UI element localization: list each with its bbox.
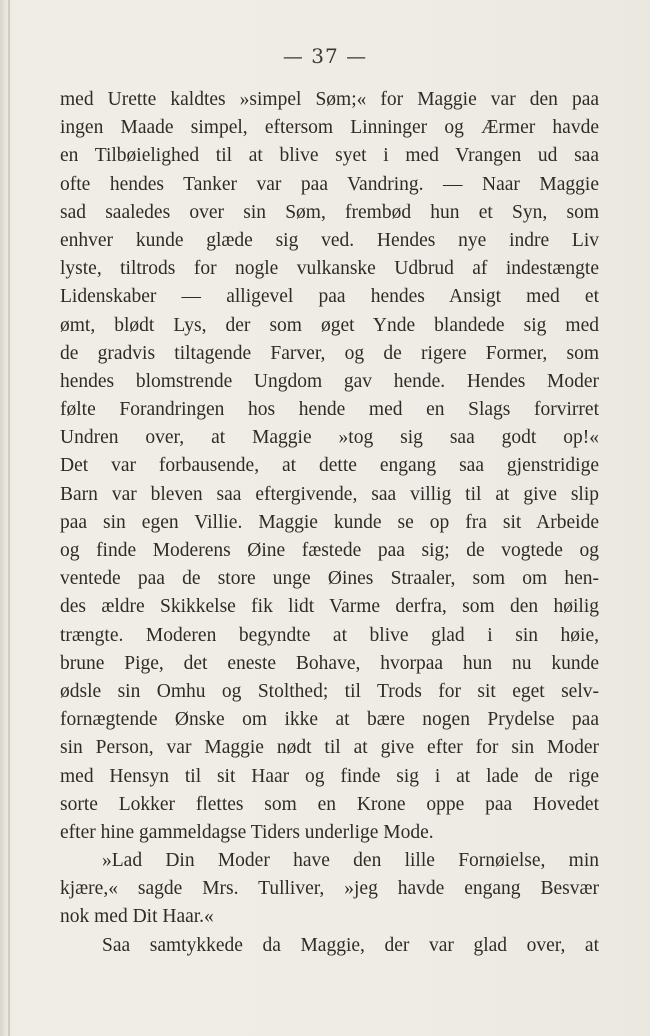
text-line: ødsle sin Omhu og Stolthed; til Trods for sit eget selv- [60, 680, 599, 702]
text-line: ofte hendes Tanker var paa Vandring. — Naar Maggie [60, 173, 599, 195]
text-line: nok med Dit Haar.« [60, 906, 214, 928]
text-line: fornægtende Ønske om ikke at bære nogen Prydelse paa [60, 709, 599, 731]
text-line: efter hine gammeldagse Tiders underlige Mode. [60, 821, 434, 843]
text-line: Lidenskaber — alligevel paa hendes Ansigt med et [60, 286, 599, 308]
text-line: trængte. Moderen begyndte at blive glad i sin høie, [60, 624, 599, 646]
text-line: og finde Moderens Øine fæstede paa sig; de vogtede og [60, 540, 599, 561]
text-line: Barn var bleven saa eftergivende, saa villig til at give slip [60, 483, 599, 505]
text-line: des ældre Skikkelse fik lidt Varme derfra, som den høilig [60, 596, 599, 618]
page-number: — 37 — [282, 44, 368, 68]
text-line: Det var forbausende, at dette engang saa gjenstridige [60, 455, 599, 477]
text-line: kjære,« sagde Mrs. Tulliver, »jeg havde engang Besvær [60, 878, 599, 900]
text-line: lyste, tiltrods for nogle vulkanske Udbrud af indestængte [60, 258, 599, 280]
text-line: ømt, blødt Lys, der som øget Ynde blandede sig med [60, 314, 599, 336]
text-line: Undren over, at Maggie »tog sig saa godt op!« [60, 427, 599, 449]
text-line: »Lad Din Moder have den lille Fornøielse, min [102, 850, 599, 872]
text-line: sin Person, var Maggie nødt til at give efter for sin Moder [60, 737, 599, 759]
text-line: brune Pige, det eneste Bohave, hvorpaa hun nu kunde [60, 652, 599, 674]
text-line: en Tilbøielighed til at blive syet i med Vrangen ud saa [60, 145, 599, 167]
text-line: hendes blomstrende Ungdom gav hende. Hendes Moder [60, 370, 599, 392]
page-edge-shadow [8, 0, 10, 1036]
text-line: følte Forandringen hos hende med en Slags forvirret [60, 399, 599, 421]
text-line: paa sin egen Villie. Maggie kunde se op fra sit Arbeide [60, 511, 599, 533]
text-line: med Hensyn til sit Haar og finde sig i at lade de rige [60, 765, 599, 787]
text-line: ingen Maade simpel, eftersom Linninger og Ærmer havde [60, 117, 599, 139]
text-line: sad saaledes over sin Søm, frembød hun et Syn, som [60, 201, 599, 223]
text-line: med Urette kaldtes »simpel Søm;« for Maggie var den paa [60, 89, 599, 110]
text-line: Saa samtykkede da Maggie, der var glad over, at [102, 934, 599, 956]
text-line: de gradvis tiltagende Farver, og de rigere Former, som [60, 342, 599, 364]
text-line: enhver kunde glæde sig ved. Hendes nye indre Liv [60, 229, 599, 251]
text-line: sorte Lokker flettes som en Krone oppe paa Hovedet [60, 793, 599, 815]
text-line: ventede paa de store unge Øines Straaler, som om hen- [60, 568, 599, 590]
body-text [60, 86, 599, 960]
